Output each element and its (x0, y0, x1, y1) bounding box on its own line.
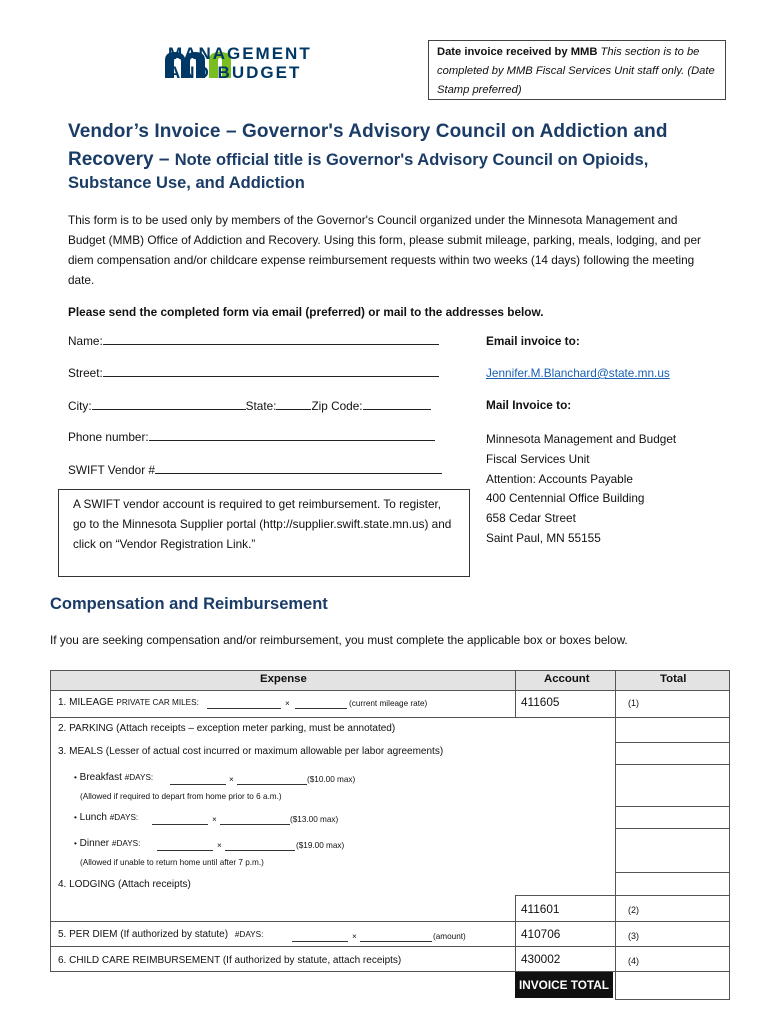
breakfast-label: Breakfast (79, 772, 125, 783)
mail-address (486, 430, 676, 549)
child-care-total-num: (4) (628, 956, 639, 966)
date-received-note: This section is to be completed by MMB Fiscal Services Unit staff only. (Date Stamp preferred) (437, 46, 715, 96)
meals-label: 3. MEALS (Lesser of actual cost incurred or maximum allowable per labor agreements) (58, 746, 444, 757)
phone-field[interactable] (68, 428, 435, 444)
street-label: Street: (68, 366, 103, 380)
page-title-line-1: Vendor’s Invoice – Governor's Advisory Council on Addiction and (68, 121, 668, 142)
dinner-amount-input[interactable] (225, 841, 295, 851)
mail-heading (486, 398, 571, 412)
address-line: Minnesota Management and Budget (486, 432, 677, 446)
zip-label: Zip Code: (311, 399, 363, 413)
times-sign: × (217, 841, 222, 850)
mileage-label: 1. MILEAGE (58, 697, 117, 708)
dinner-days-input[interactable] (157, 841, 213, 851)
email-link[interactable] (486, 366, 670, 380)
section-heading: Compensation and Reimbursement (50, 595, 328, 613)
bullet: • (74, 839, 77, 848)
mileage-account: 411605 (521, 695, 560, 709)
swift-vendor-field[interactable] (68, 461, 442, 477)
header-account: Account (544, 673, 590, 685)
address-line: Fiscal Services Unit (486, 451, 590, 466)
city-line[interactable] (92, 397, 246, 410)
bullet: • (74, 813, 77, 822)
zip-line[interactable] (363, 397, 431, 410)
grid-line (50, 971, 730, 972)
address-line: Saint Paul, MN 55155 (486, 530, 601, 545)
email-heading (486, 334, 580, 348)
child-care-account: 430002 (521, 952, 561, 966)
breakfast-days-input[interactable] (170, 775, 226, 785)
state-label: State: (245, 399, 277, 413)
grid-line (615, 872, 730, 873)
address-line: Attention: Accounts Payable (486, 471, 633, 486)
date-received-box (428, 40, 726, 100)
swift-vendor-label: SWIFT Vendor # (68, 463, 155, 477)
per-diem-amount-input[interactable] (360, 932, 432, 942)
lunch-row (74, 812, 138, 823)
grid-line (515, 670, 516, 718)
intro-paragraph: This form is to be used only by members of the Governor's Council organized under the Minnesota Management and Budget (MMB) Office of Addiction and Recovery. Using this form, please submit mileage, parking, meals, lodging, and per diem compensation and/or childcare expense reimbursement requests within two weeks (14 days) following the meeting date. (68, 213, 701, 287)
grid-line (615, 806, 730, 807)
phone-label: Phone number: (68, 430, 149, 444)
grid-line (50, 670, 51, 972)
grid-line (50, 946, 730, 947)
mileage-rate-input[interactable] (295, 699, 347, 709)
breakfast-amount-input[interactable] (237, 775, 307, 785)
grid-line (615, 828, 730, 829)
mileage-miles-input[interactable] (207, 699, 281, 709)
name-label: Name: (68, 334, 103, 348)
street-field[interactable] (68, 364, 439, 380)
address-line: 658 Cedar Street (486, 511, 576, 526)
child-care-label: 6. CHILD CARE REIMBURSEMENT (If authorized by statute, attach receipts) (58, 955, 402, 966)
dinner-days-label: #DAYS: (111, 839, 141, 848)
bullet: • (74, 773, 77, 782)
mileage-rate-note: (current mileage rate) (349, 699, 428, 708)
page-title-line-3: Substance Use, and Addiction (68, 174, 305, 192)
city-state-zip-field[interactable] (68, 397, 431, 413)
header-total: Total (660, 673, 687, 685)
grid-line (615, 742, 730, 743)
per-diem-total-num: (3) (628, 931, 639, 941)
lodging-total-num: (2) (628, 905, 639, 915)
logo-line-1: MANAGEMENT (168, 44, 312, 63)
dinner-label: Dinner (79, 838, 112, 849)
street-line[interactable] (103, 364, 439, 377)
grid-line (50, 690, 730, 691)
dinner-note: (Allowed if unable to return home until after 7 p.m.) (80, 858, 264, 867)
times-sign: × (212, 815, 217, 824)
grid-line (515, 895, 516, 972)
per-diem-days-label: #DAYS: (234, 930, 264, 939)
mileage-row (58, 697, 199, 708)
mileage-total-num: (1) (628, 698, 639, 708)
breakfast-days-label: #DAYS: (124, 773, 154, 782)
name-line[interactable] (103, 332, 439, 345)
title-note: Note official title is Governor's Advisory Council on Opioids, (174, 151, 649, 169)
grid-line (615, 764, 730, 765)
invoice-total-field[interactable] (617, 973, 728, 998)
times-sign: × (229, 775, 234, 784)
email-address[interactable]: Jennifer.M.Blanchard@state.mn.us (486, 366, 670, 380)
title-recovery: Recovery – (68, 149, 175, 170)
breakfast-row (74, 772, 153, 783)
dinner-max: ($19.00 max) (296, 841, 345, 850)
logo-text (168, 44, 312, 82)
grid-line (615, 999, 730, 1000)
logo-line-2: AND BUDGET (168, 63, 302, 82)
breakfast-note: (Allowed if required to depart from home prior to 6 a.m.) (80, 792, 282, 801)
section-intro: If you are seeking compensation and/or reimbursement, you must complete the applicable box or boxes below. (50, 633, 628, 647)
lunch-days-input[interactable] (152, 815, 208, 825)
grid-line (50, 717, 730, 718)
grid-line (515, 895, 730, 896)
invoice-total-label: INVOICE TOTAL (515, 972, 613, 998)
swift-note-box: A SWIFT vendor account is required to get reimbursement. To register, go to the Minnesota Supplier portal (http://supplier.swift.state.mn.us) and click on “Vendor Registration Link.” (58, 489, 470, 577)
times-sign: × (352, 932, 357, 941)
state-line[interactable] (276, 397, 311, 410)
grid-line (50, 670, 730, 671)
per-diem-row (58, 929, 263, 940)
date-received-label: Date invoice received by MMB (437, 46, 598, 58)
page-title-line-2 (68, 149, 648, 171)
lunch-days-label: #DAYS: (109, 813, 139, 822)
breakfast-max: ($10.00 max) (307, 775, 356, 784)
grid-line (729, 670, 730, 1000)
phone-line[interactable] (149, 428, 435, 441)
header-expense: Expense (260, 673, 307, 685)
lunch-label: Lunch (79, 812, 110, 823)
grid-line (50, 921, 730, 922)
per-diem-account: 410706 (521, 927, 561, 941)
mileage-sub: PRIVATE CAR MILES: (116, 698, 199, 707)
email-heading-text: Email invoice to: (486, 334, 580, 348)
lunch-max: ($13.00 max) (290, 815, 339, 824)
per-diem-label: 5. PER DIEM (If authorized by statute) (58, 929, 231, 940)
lodging-label: 4. LODGING (Attach receipts) (58, 879, 191, 890)
address-line: 400 Centennial Office Building (486, 491, 645, 506)
mail-heading-text: Mail Invoice to: (486, 398, 572, 412)
parking-label: 2. PARKING (Attach receipts – exception meter parking, must be annotated) (58, 723, 396, 734)
per-diem-days-input[interactable] (292, 932, 348, 942)
name-field[interactable] (68, 332, 439, 348)
grid-line (615, 670, 616, 1000)
swift-vendor-line[interactable] (155, 461, 442, 474)
send-instructions: Please send the completed form via email (preferred) or mail to the addresses below. (68, 305, 544, 319)
per-diem-amount-note: (amount) (433, 932, 466, 941)
lunch-amount-input[interactable] (220, 815, 290, 825)
city-label: City: (68, 399, 92, 413)
dinner-row (74, 838, 140, 849)
lodging-account: 411601 (521, 902, 560, 916)
times-sign: × (285, 699, 290, 708)
